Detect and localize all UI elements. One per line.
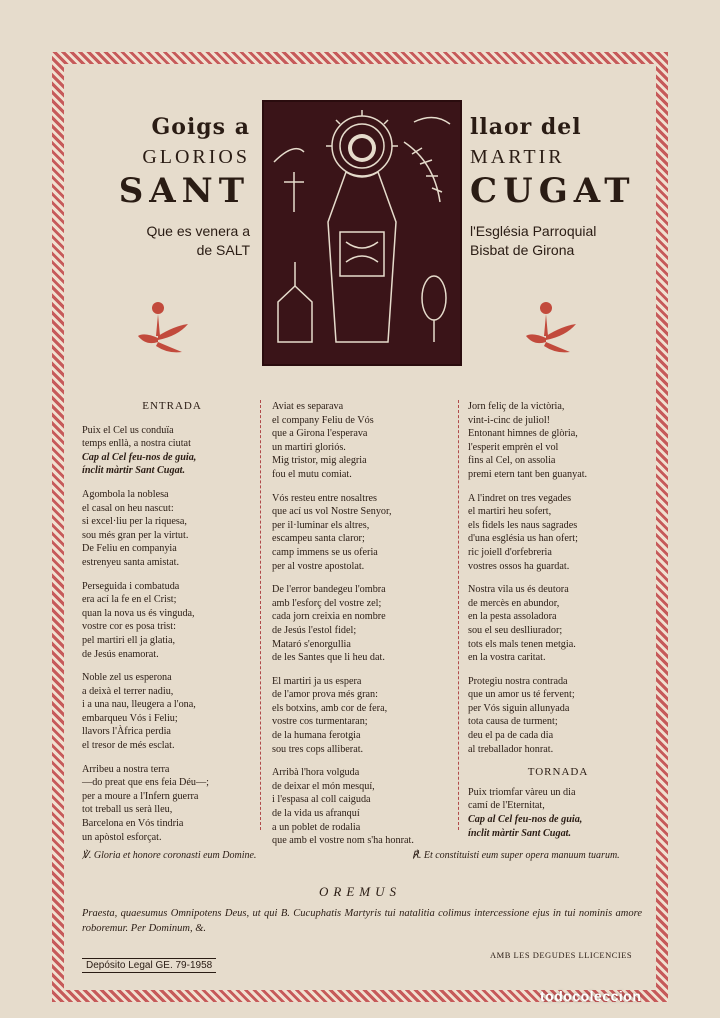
verse-line: Agombola la noblesa (82, 488, 169, 500)
verse-line: cada jorn creixia en nombre (272, 611, 386, 623)
verse-line: de la humana ferotgia (272, 730, 361, 742)
verse-line: Puix el Cel us conduïa (82, 424, 174, 436)
stanza (468, 400, 648, 482)
verse-line: un martiri gloriós. (272, 441, 346, 453)
header-right-line5: Bisbat de Girona (470, 242, 575, 259)
flower-ornament-icon (134, 296, 194, 356)
verse-line: De l'error bandegeu l'ombra (272, 584, 386, 596)
header-left-line3: SANT (118, 171, 250, 211)
stanza (468, 583, 648, 665)
verse-line: tota causa de turment; (468, 716, 558, 728)
verse-line: per a moure a l'Infern guerra (82, 790, 199, 802)
verse-line: camp immens se us oferia (272, 546, 378, 558)
verse-line: al treballador honrat. (468, 743, 554, 755)
verse-line: de Jesús enamorat. (82, 648, 159, 660)
verse-line: Vós resteu entre nosaltres (272, 492, 377, 504)
refrain-line: ínclit màrtir Sant Cugat. (468, 827, 572, 839)
versicle: ℣. Gloria et honore coronasti eum Domine. (82, 850, 257, 861)
verse-column-2 (272, 400, 452, 858)
verse-line: sou més gran per la virtut. (82, 529, 189, 541)
verse-line: era ací la fe en el Crist; (82, 594, 177, 606)
verse-line: Nostra vila us és deutora (468, 584, 569, 596)
stanza (468, 786, 648, 840)
verse-line: sou tres cops alliberat. (272, 743, 364, 755)
verse-line: que un amor us té fervent; (468, 689, 575, 701)
verse-line: l'esperit emprèn el vol (468, 441, 559, 453)
verse-line: El martiri ja us espera (272, 675, 362, 687)
tornada-title: TORNADA (527, 766, 589, 779)
verse-line: A l'indret on tres vegades (468, 492, 572, 504)
verse-line: Barcelona en Vós tindria (82, 818, 184, 830)
column-divider (458, 400, 460, 830)
verse-line: Mig tristor, mig alegria (272, 455, 367, 467)
verse-line: vostres ossos ha guardat. (468, 560, 570, 572)
stanza (468, 492, 648, 574)
stanza (82, 763, 262, 845)
verse-line: estrenyeu santa amistat. (82, 556, 180, 568)
verse-line: De Feliu en companyia (82, 543, 177, 555)
stanza (82, 671, 262, 753)
sheet-content (70, 70, 650, 990)
verse-line: per al vostre apostolat. (272, 560, 365, 572)
verse-line: de les Santes que li heu dat. (272, 652, 385, 664)
verse-line: el casal on heu nascut: (82, 502, 174, 514)
verse-line: Jorn feliç de la victòria, (468, 401, 565, 412)
verse-line: tot treball us serà lleu, (82, 804, 173, 816)
verse-line: en la vostra caritat. (468, 652, 546, 664)
verse-column-3 (468, 400, 648, 850)
header-left-line1: Goigs a (151, 114, 250, 140)
verse-column-1 (82, 400, 262, 854)
verse-line: ric joiell d'orfebreria (468, 546, 552, 558)
verse-line: temps enllà, a nostra ciutat (82, 438, 191, 450)
verse-line: d'una església us han ofert; (468, 533, 578, 545)
header-right-line4: l'Església Parroquial (470, 223, 597, 240)
woodcut-drawing (264, 102, 460, 364)
refrain-line: Cap al Cel feu-nos de guia, (82, 451, 197, 463)
verse-line: que ací us vol Nostre Senyor, (272, 506, 392, 518)
verse-line: camí de l'Eternitat, (468, 800, 545, 812)
legal-deposit: Depósito Legal GE. 79-1958 (82, 958, 216, 973)
verse-line: llavors l'Àfrica perdia (82, 726, 171, 738)
verse-line: que amb el vostre nom s'ha honrat. (272, 835, 414, 847)
verse-line: i l'espasa al coll caiguda (272, 794, 371, 806)
verse-line: Arribeu a nostra terra (82, 763, 170, 775)
licences-note: AMB LES DEGUDES LLICENCIES (490, 950, 633, 960)
stanza (272, 766, 452, 848)
verse-line: en la pesta assoladora (468, 611, 557, 623)
verse-line: vostre cos turmentaran; (272, 716, 368, 728)
verse-line: de Jesús l'estol fidel; (272, 624, 357, 636)
verse-line: Perseguida i combatuda (82, 580, 180, 592)
verse-line: de mercès en abundor, (468, 597, 560, 609)
verse-line: a deixà el terrer nadiu, (82, 685, 174, 697)
verse-line: Puix triomfar vàreu un dia (468, 786, 576, 798)
watermark: todocoleccion (540, 988, 642, 1004)
verse-line: fou el mutu comiat. (272, 468, 352, 480)
verse-line: tots els mals tenen metgia. (468, 638, 576, 650)
stanza (272, 675, 452, 757)
verse-line: el tresor de més esclat. (82, 740, 175, 752)
refrain-line: ínclit màrtir Sant Cugat. (82, 465, 186, 477)
stanza (272, 400, 452, 482)
verse-line: vostre cor es posa trist: (82, 621, 176, 633)
verse-line: el company Feliu de Vós (272, 414, 374, 426)
verse-line: Aviat es separava (272, 401, 344, 412)
stanza (272, 583, 452, 665)
verse-line: pel martiri ell ja glatia, (82, 634, 176, 646)
verse-line: Arribà l'hora volguda (272, 767, 360, 779)
verse-line: amb l'esforç del vostre zel; (272, 597, 382, 609)
verse-line: deu el pa de cada dia (468, 730, 554, 742)
stanza (82, 488, 262, 570)
verse-line: fins al Cel, on assolia (468, 455, 556, 467)
verse-line: de la vida us afranquí (272, 808, 360, 820)
verse-line: per Vós siguin allunyada (468, 702, 570, 714)
response: ℟. Et constituisti eum super opera manuum tuarum. (412, 850, 620, 861)
verse-line: Entonant himnes de glòria, (468, 428, 578, 440)
header-left-line4: Que es venera a (146, 223, 250, 240)
prayer-text: Praesta, quaesumus Omnipotens Deus, ut qui B. Cucuphatis Martyris tui natalitia colimus intercessione ejus in tui nominis amore roboremur. Per Dominum, &. (82, 908, 642, 934)
verse-line: per il·luminar els altres, (272, 519, 370, 531)
verse-line: premi etern tant ben guanyat. (468, 468, 588, 480)
flower-ornament-icon (522, 296, 582, 356)
header-right-line1: llaor del (470, 114, 582, 140)
verse-line: de deixar el món mesquí, (272, 780, 375, 792)
header-left (70, 114, 250, 260)
verse-line: quan la nova us és vinguda, (82, 607, 195, 619)
stanza (82, 424, 262, 478)
verse-line: els botxins, amb cor de fera, (272, 702, 388, 714)
verse-line: embarqueu Vós i Feliu; (82, 712, 178, 724)
entrada-title: ENTRADA (142, 400, 202, 412)
verse-line: de l'amor prova més gran: (272, 689, 378, 701)
verse-line: i a una nau, lleugera a l'ona, (82, 699, 196, 711)
verse-line: a un poblet de rodalia (272, 821, 361, 833)
verse-line: sou el seu deslliurador; (468, 624, 563, 636)
verse-line: els fidels les naus sagrades (468, 519, 578, 531)
header-right-line3: CUGAT (470, 171, 636, 211)
saint-woodcut-icon (262, 100, 462, 366)
stanza (82, 580, 262, 662)
oremus-heading: OREMUS (319, 884, 401, 899)
stanza (468, 675, 648, 757)
stanza (272, 492, 452, 574)
header-left-line5: de SALT (196, 242, 250, 259)
verse-line: que a Girona l'esperava (272, 428, 368, 440)
header-right (470, 114, 650, 260)
verse-line: —do preat que ens feia Déu—; (82, 777, 210, 789)
refrain-line: Cap al Cel feu-nos de guia, (468, 814, 583, 826)
header-left-line2: GLORIOS (142, 146, 250, 168)
verse-line: Noble zel us esperona (82, 672, 172, 684)
verse-line: si excel·liu per la riquesa, (82, 516, 187, 528)
verse-line: Protegiu nostra contrada (468, 675, 568, 687)
header-right-line2: MARTIR (470, 146, 565, 168)
verse-line: escampeu santa claror; (272, 533, 365, 545)
verse-line: Mataró s'enorgullia (272, 638, 351, 650)
verse-line: un apòstol esforçat. (82, 831, 162, 843)
verse-line: vint-i-cinc de juliol! (468, 414, 551, 426)
verse-line: el martiri heu sofert, (468, 506, 552, 518)
